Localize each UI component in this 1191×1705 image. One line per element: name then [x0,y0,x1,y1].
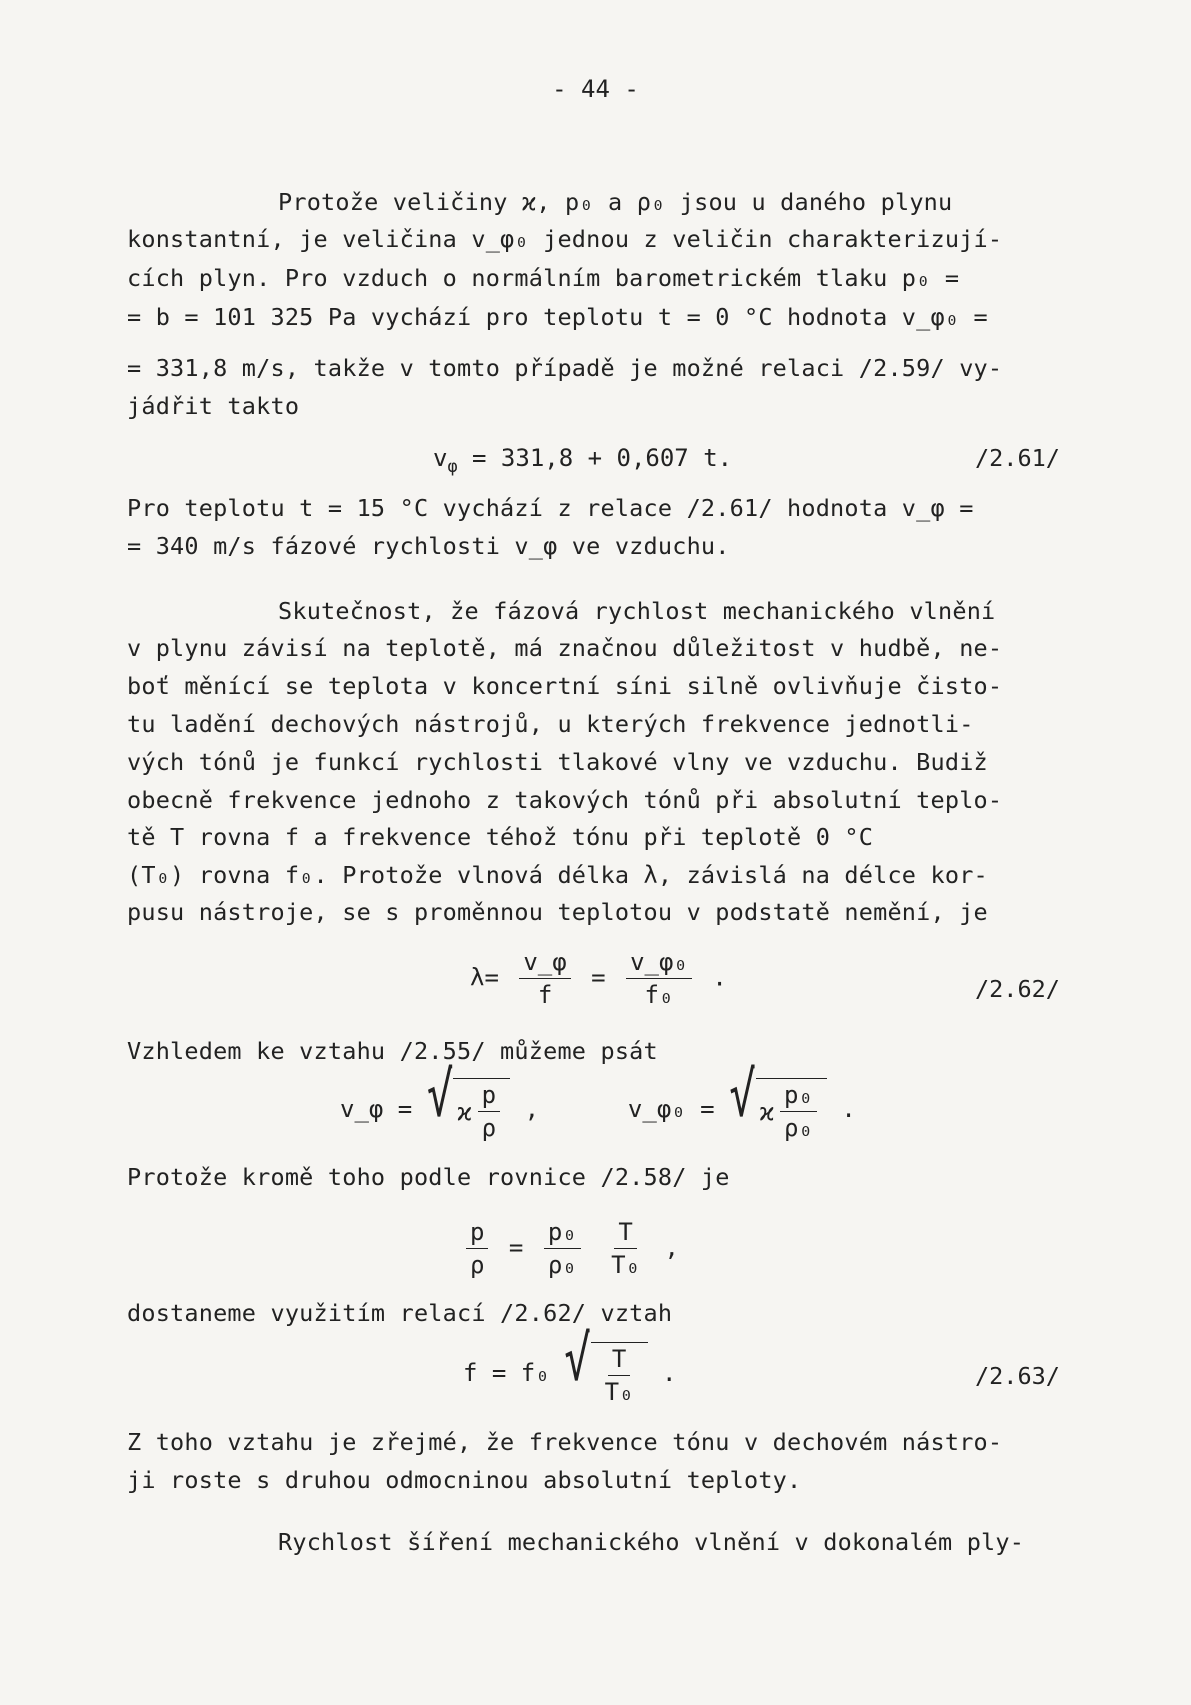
equation-2-63 [463,1323,677,1406]
text-line: cích plyn. Pro vzduch o normálním barometrickém tlaku p₀ = [127,264,960,292]
text-line: boť měnící se teplota v koncertní síni silně ovlivňuje čisto- [127,672,1003,700]
equation-2-62 [470,948,727,1009]
numerator: p [466,1218,488,1249]
numerator: p [478,1081,500,1112]
text-line: (T₀) rovna f₀. Protože vlnová délka λ, závislá na délce kor- [127,861,988,889]
text-line: konstantní, je veličina v_φ₀ jednou z veličin charakterizují- [127,225,1003,253]
eq-sub: φ [447,456,458,476]
fraction [478,1081,500,1142]
eq-sign: = [591,963,606,992]
text-line: = b = 101 325 Pa vychází pro teplotu t = 0 °C hodnota v_φ₀ = [127,303,988,331]
text-line: = 340 m/s fázové rychlosti v_φ ve vzduchu. [127,532,730,560]
text-line: obecně frekvence jednoho z takových tónů při absolutní teplo- [127,786,1003,814]
denominator: ρ₀ [547,1251,577,1279]
numerator: v_φ [519,948,570,979]
numerator: v_φ₀ [626,948,692,979]
fraction [544,1218,581,1279]
kappa: ϰ [457,1097,472,1126]
radicand [756,1078,827,1142]
eq-lhs: v_φ = [340,1095,413,1123]
text-line: dostaneme využitím relací /2.62/ vztah [127,1299,673,1327]
text-line: Z toho vztahu je zřejmé, že frekvence tónu v dechovém nástro- [127,1428,1003,1456]
fraction [601,1345,638,1406]
numerator: p₀ [780,1081,817,1112]
text-line: pusu nástroje, se s proměnnou teplotou v podstatě nemění, je [127,898,988,926]
radical-sign: √ [426,1059,454,1131]
eq-end: . [712,963,727,992]
eq-end: , [664,1233,679,1262]
text-line: = 331,8 m/s, takže v tomto případě je možné relaci /2.59/ vy- [127,354,1003,382]
eq-end: . [662,1359,677,1387]
eq-rhs: = 331,8 + 0,607 t. [472,444,733,472]
fraction [466,1218,488,1279]
sqrt [426,1059,510,1142]
text-line: ji roste s druhou odmocninou absolutní teploty. [127,1466,802,1494]
eq-sign: = [508,1233,524,1262]
text-line: tu ladění dechových nástrojů, u kterých frekvence jednotli- [127,710,974,738]
text-line: jádřit takto [127,392,300,420]
text-line: Vzhledem ke vztahu /2.55/ můžeme psát [127,1037,658,1065]
denominator: ρ₀ [784,1114,813,1142]
text-line: tě T rovna f a frekvence téhož tónu při teplotě 0 °C [127,823,874,851]
separator: , [524,1095,540,1123]
eq-lhs: v_φ₀ = [627,1095,715,1123]
sqrt [564,1323,647,1406]
eq-end: . [841,1095,856,1123]
numerator: T [608,1345,630,1376]
equation-sqrt [340,1059,856,1142]
denominator: ρ [470,1251,485,1279]
sqrt [729,1059,827,1142]
denominator: f₀ [644,981,674,1009]
text-line: Rychlost šíření mechanického vlnění v dokonalém ply- [278,1528,1025,1556]
equation-2-61 [433,444,732,476]
fraction [626,948,692,1009]
text-line: Skutečnost, že fázová rychlost mechanického vlnění [278,597,996,625]
equation-number: /2.62/ [975,975,1060,1003]
equation-2-58-relation [460,1218,679,1279]
fraction [780,1081,817,1142]
fraction [519,948,570,1009]
denominator: T₀ [604,1378,634,1406]
eq-lambda: λ= [470,963,499,992]
denominator: f [537,981,553,1009]
text-line: Pro teplotu t = 15 °C vychází z relace /2.61/ hodnota v_φ = [127,494,974,522]
text-line: v plynu závisí na teplotě, má značnou důležitost v hudbě, ne- [127,634,1003,662]
eq-lhs: v [433,444,448,472]
radical-sign: √ [564,1323,591,1395]
denominator: ρ [481,1114,497,1142]
page-number: - 44 - [552,75,639,103]
radical-sign: √ [729,1059,756,1131]
equation-number: /2.63/ [975,1362,1060,1390]
equation-number: /2.61/ [975,444,1060,472]
denominator: T₀ [611,1251,641,1279]
text-line: Protože kromě toho podle rovnice /2.58/ je [127,1163,730,1191]
fraction [607,1218,644,1279]
kappa: ϰ [759,1097,775,1126]
text-line: Protože veličiny ϰ, p₀ a ρ₀ jsou u daného plynu [278,188,953,216]
eq-lhs: f = f₀ [463,1359,550,1387]
numerator: p₀ [544,1218,581,1249]
radicand [591,1342,648,1406]
radicand [453,1078,510,1142]
numerator: T [614,1218,636,1249]
text-line: vých tónů je funkcí rychlosti tlakové vlny ve vzduchu. Budiž [127,748,988,776]
